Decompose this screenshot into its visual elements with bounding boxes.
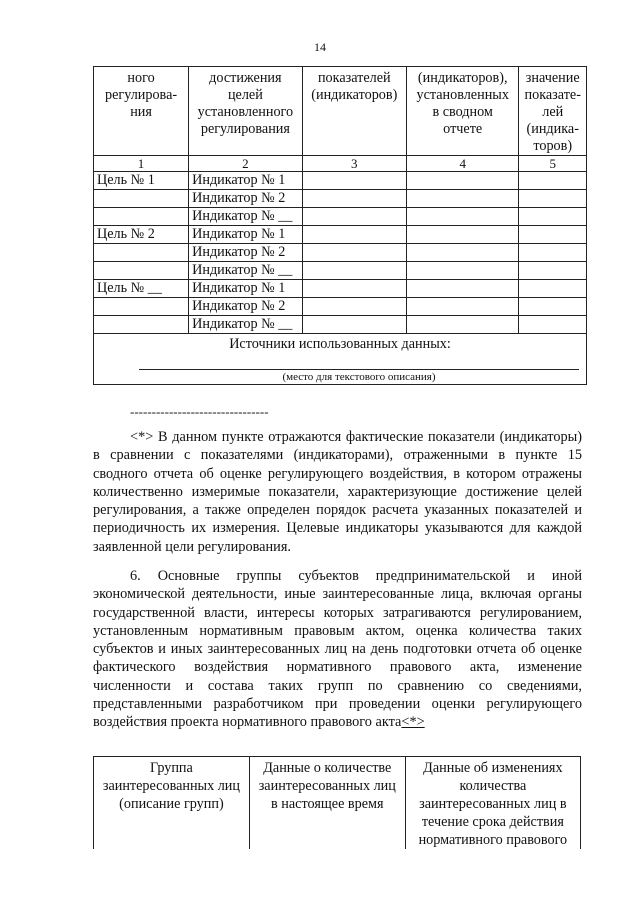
target-value-cell xyxy=(519,316,587,334)
column-number: 2 xyxy=(189,156,303,172)
target-value-cell xyxy=(519,226,587,244)
goal-cell xyxy=(94,262,189,280)
header-cell-1 xyxy=(94,67,189,156)
table-header-row xyxy=(94,757,581,850)
header-line: (индикаторов), xyxy=(417,70,508,86)
actual-value-cell xyxy=(302,262,406,280)
target-value-cell xyxy=(519,244,587,262)
header-cell-2 xyxy=(189,67,303,156)
goal-cell xyxy=(94,208,189,226)
planned-value-cell xyxy=(406,208,519,226)
header-line: Данные об изменениях xyxy=(423,760,563,776)
sources-row xyxy=(94,334,587,385)
target-value-cell xyxy=(519,208,587,226)
actual-value-cell xyxy=(302,316,406,334)
actual-value-cell xyxy=(302,226,406,244)
planned-value-cell xyxy=(406,226,519,244)
header-line: количества xyxy=(459,778,527,794)
table-row xyxy=(94,208,587,226)
footnote-link[interactable]: <*> xyxy=(401,714,425,731)
column-number-row xyxy=(94,156,587,172)
planned-value-cell xyxy=(406,298,519,316)
goal-cell xyxy=(94,244,189,262)
table-row xyxy=(94,298,587,316)
header-line: в настоящее время xyxy=(271,796,384,812)
indicator-cell: Индикатор № 2 xyxy=(189,244,303,262)
indicator-cell: Индикатор № __ xyxy=(189,262,303,280)
header-line: установленных xyxy=(416,87,509,103)
header-line: достижения xyxy=(209,70,282,86)
table-row xyxy=(94,226,587,244)
header-line: лей xyxy=(542,104,564,120)
header-line: установленного xyxy=(197,104,294,120)
header-line: заинтересованных лиц xyxy=(258,778,396,794)
header-cell-5 xyxy=(519,67,587,156)
footnote-text: <*> В данном пункте отражаются фактические показатели (индикаторы) в сравнении с показателями (индикаторами), отраженными в пункте 15 сводного отчета об оценке регулирующего воздействия, в котором отражены количественно измеримые показатели, характеризующие достижение целей регулирования, а также определен порядок расчета указанных показателей и периодичность их измерения. Целевые индикаторы указываются для каждой заявленной цели регулирования. xyxy=(93,429,582,555)
indicator-cell: Индикатор № __ xyxy=(189,316,303,334)
planned-value-cell xyxy=(406,244,519,262)
indicator-cell: Индикатор № 1 xyxy=(189,226,303,244)
indicator-cell: Индикатор № __ xyxy=(189,208,303,226)
indicator-cell: Индикатор № 1 xyxy=(189,280,303,298)
table-row xyxy=(94,262,587,280)
goal-cell: Цель № __ xyxy=(94,280,189,298)
header-line: Группа xyxy=(150,760,193,776)
goal-cell xyxy=(94,298,189,316)
header-line: (описание групп) xyxy=(119,796,224,812)
goal-cell xyxy=(94,316,189,334)
actual-value-cell xyxy=(302,280,406,298)
target-value-cell xyxy=(519,262,587,280)
header-line: в сводном xyxy=(432,104,493,120)
header-line: заинтересованных лиц xyxy=(102,778,240,794)
header-cell-4 xyxy=(406,67,519,156)
actual-value-cell xyxy=(302,298,406,316)
goal-cell xyxy=(94,190,189,208)
table-row xyxy=(94,190,587,208)
header-line: ного xyxy=(127,70,155,86)
planned-value-cell xyxy=(406,316,519,334)
planned-value-cell xyxy=(406,262,519,280)
table-row xyxy=(94,244,587,262)
header-line: торов) xyxy=(533,138,573,154)
goal-cell: Цель № 1 xyxy=(94,172,189,190)
actual-value-cell xyxy=(302,244,406,262)
header-line: заинтересованных лиц в xyxy=(419,796,567,812)
header-line: нормативного правового xyxy=(418,832,568,848)
stakeholders-table xyxy=(93,756,581,849)
target-value-cell xyxy=(519,190,587,208)
actual-value-cell xyxy=(302,208,406,226)
header-line: (индикаторов) xyxy=(311,87,398,103)
header-line: регулирования xyxy=(200,121,290,137)
table-row xyxy=(94,280,587,298)
indicators-table xyxy=(93,66,587,385)
table-body xyxy=(94,172,587,334)
column-number: 1 xyxy=(94,156,189,172)
table-row xyxy=(94,172,587,190)
sources-label: Источники использованных данных: xyxy=(229,336,451,352)
indicator-cell: Индикатор № 1 xyxy=(189,172,303,190)
header-line: показателей xyxy=(317,70,391,86)
target-value-cell xyxy=(519,298,587,316)
page-number: 14 xyxy=(314,40,326,54)
header-line: (индика- xyxy=(526,121,579,137)
sources-caption: (место для текстового описания) xyxy=(139,369,579,384)
goal-cell: Цель № 2 xyxy=(94,226,189,244)
header-line: целей xyxy=(227,87,263,103)
planned-value-cell xyxy=(406,280,519,298)
planned-value-cell xyxy=(406,190,519,208)
target-value-cell xyxy=(519,280,587,298)
footnote-paragraph xyxy=(93,428,582,556)
header-line: значение xyxy=(525,70,580,86)
header-line: регулирова- xyxy=(105,87,178,103)
sources-cell xyxy=(94,334,587,385)
section-6-text: 6. Основные группы субъектов предпринимательской и иной экономической деятельности, иные заинтересованные лица, включая органы государственной власти, интересы которых затрагиваются регулированием, установленным нормативным правовым актом, оценка количества таких субъектов и иных заинтересованных лиц на день подготовки отчета об оценке фактического воздействия нормативного правового акта, изменение численности и состава таких групп по сравнению со сведениями, представленными разработчиком при проведении оценки регулирующего воздействия проекта нормативного правового акта xyxy=(93,568,582,731)
header-cell-1 xyxy=(94,757,250,850)
table-header-row xyxy=(94,67,587,156)
section-6-paragraph xyxy=(93,567,582,732)
header-cell-2 xyxy=(249,757,405,850)
header-line: отчете xyxy=(443,121,483,137)
header-line: показате- xyxy=(524,87,581,103)
indicator-cell: Индикатор № 2 xyxy=(189,190,303,208)
column-number: 3 xyxy=(302,156,406,172)
header-line: Данные о количестве xyxy=(263,760,392,776)
header-cell-3 xyxy=(302,67,406,156)
footnote-separator: -------------------------------- xyxy=(130,404,269,419)
indicator-cell: Индикатор № 2 xyxy=(189,298,303,316)
actual-value-cell xyxy=(302,190,406,208)
column-number: 5 xyxy=(519,156,587,172)
target-value-cell xyxy=(519,172,587,190)
table-row xyxy=(94,316,587,334)
header-line: ния xyxy=(130,104,152,120)
header-cell-3 xyxy=(405,757,580,850)
planned-value-cell xyxy=(406,172,519,190)
column-number: 4 xyxy=(406,156,519,172)
actual-value-cell xyxy=(302,172,406,190)
header-line: течение срока действия xyxy=(421,814,564,830)
